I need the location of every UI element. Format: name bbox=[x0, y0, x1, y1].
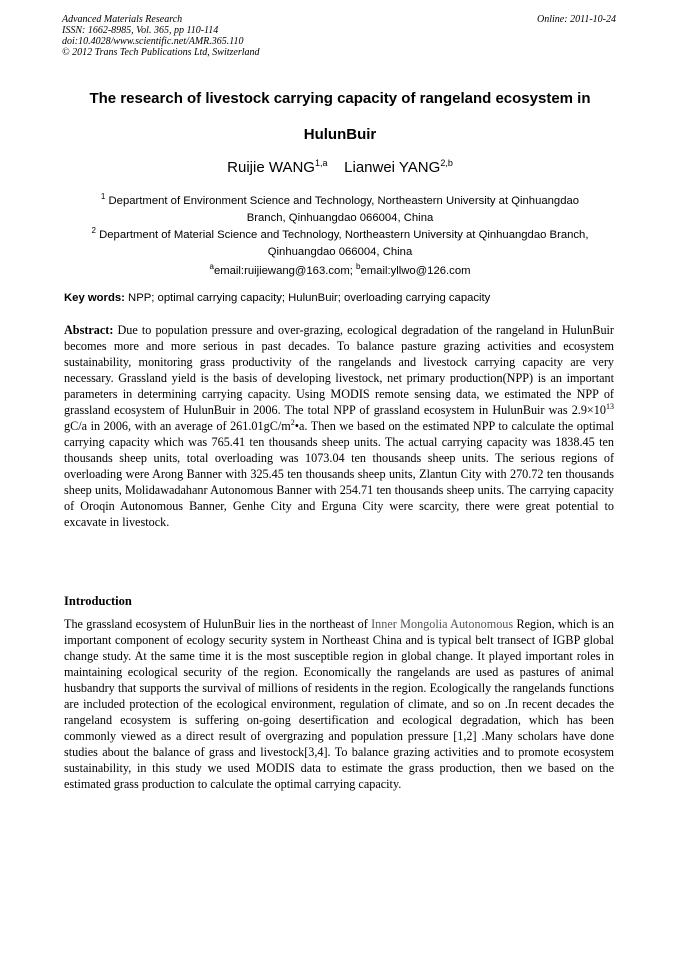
introduction-heading: Introduction bbox=[64, 594, 132, 608]
introduction-text-2: Region, which is an important component of ecology security system in Northeast China and is typical belt transect of IGBP global change study. At the same time it is the most susceptible region in global change. It played important roles in maintaining ecological security of the region. Economically the rangelands are used as pastures of animal husbandry that supports the survival of millions of residents in the region. Ecologically the rangelands functions are included protection of the ecological environment, regulation of climate, and so on .In recent decades the rangeland ecosystem is suffering on-going desertification and ecological degradation, which has been commonly viewed as a direct result of overgrazing and population pressure [1,2] .Many scholars have done studies about the balance of grass and livestock[3,4]. To balance grazing activities and to promote ecosystem sustainability, in this study we used MODIS data to estimate the grass production, then we based on the estimated grass production to calculate the optimal carrying capacity. bbox=[64, 617, 614, 791]
author-2-superscript: 2,b bbox=[440, 158, 453, 168]
abstract-exponent-13: 13 bbox=[606, 401, 614, 411]
paper-title-line-1: The research of livestock carrying capacity of rangeland ecosystem in bbox=[89, 90, 591, 107]
affiliation-2-number: 2 bbox=[91, 226, 96, 235]
copyright-line: © 2012 Trans Tech Publications Ltd, Switzerland bbox=[62, 47, 260, 58]
keywords-label: Key words: bbox=[64, 292, 125, 304]
email-b-superscript: b bbox=[356, 262, 361, 271]
email-b: email:yllwo@126.com bbox=[360, 264, 471, 277]
abstract-text-3: •a. Then we based on the estimated NPP to calculate the optimal carrying capacity which was 765.41 ten thousands sheep units. The actual carrying capacity was 1838.45 ten thousands sheep units, total overloading was 1073.04 ten thousands sheep units. The serious regions of overloading were Arong Banner with 325.45 ten thousands sheep units, Zlantun City with 270.72 ten thousands sheep units, Molidawadahanr Autonomous Banner with 254.71 ten thousands sheep units. The carrying capacity of Oroqin Autonomous Banner, Genhe City and Erguna City were scarcity, there were great potential to excavate in livestock. bbox=[64, 419, 614, 529]
doi-line: doi:10.4028/www.scientific.net/AMR.365.110 bbox=[62, 36, 244, 47]
introduction-paragraph bbox=[64, 616, 614, 792]
journal-header bbox=[62, 14, 616, 58]
abstract-paragraph bbox=[64, 322, 614, 530]
affiliation-2 bbox=[55, 222, 625, 261]
abstract-label: Abstract: bbox=[64, 323, 114, 337]
email-line bbox=[55, 258, 625, 280]
journal-name: Advanced Materials Research bbox=[62, 14, 183, 25]
abstract-exponent-2: 2 bbox=[290, 417, 295, 427]
abstract-text-1: Due to population pressure and over-grazing, ecological degradation of the rangeland in HulunBuir becomes more and more serious in past decades. To balance pasture grazing activities and ecosystem sustainability, monitoring grass productivity of the rangelands and livestock carrying capacity are very necessary. Grassland yield is the basis of developing livestock, net primary production(NPP) is an important parameters in determining carrying capacity. Using MODIS remote sensing data, we estimated the NPP of grassland ecosystem of HulunBuir in 2006. The total NPP of grassland ecosystem in HulunBuir was 2.9×10 bbox=[64, 323, 614, 417]
author-list bbox=[40, 158, 640, 176]
author-2: Lianwei YANG bbox=[344, 159, 441, 176]
abstract-text-2: gC/a in 2006, with an average of 261.01gC/m bbox=[64, 419, 291, 433]
keywords-text: NPP; optimal carrying capacity; HulunBuir; overloading carrying capacity bbox=[124, 292, 491, 304]
author-1-superscript: 1,a bbox=[314, 158, 328, 168]
online-date: Online: 2011-10-24 bbox=[537, 14, 616, 25]
author-1: Ruijie WANG bbox=[227, 159, 315, 176]
email-a: email:ruijiewang@163.com; bbox=[213, 264, 357, 277]
issn-line: ISSN: 1662-8985, Vol. 365, pp 110-114 bbox=[62, 25, 219, 36]
affiliation-2-line-2: Qinhuangdao 066004, China bbox=[267, 245, 413, 258]
paper-title-line-2: HulunBuir bbox=[303, 126, 377, 143]
introduction-text-1: The grassland ecosystem of HulunBuir lies in the northeast of bbox=[64, 617, 372, 631]
affiliation-1-line-2: Branch, Qinhuangdao 066004, China bbox=[246, 211, 434, 224]
email-a-superscript: a bbox=[209, 262, 214, 271]
affiliation-1-line-1: Department of Environment Science and Technology, Northeastern University at Qinhuangdao bbox=[108, 194, 580, 207]
keywords bbox=[64, 292, 624, 304]
introduction-highlight: Inner Mongolia Autonomous bbox=[371, 617, 517, 631]
affiliation-1 bbox=[55, 188, 625, 227]
affiliation-1-number: 1 bbox=[100, 192, 106, 201]
affiliation-2-line-1: Department of Material Science and Technology, Northeastern University at Qinhuangdao Branch, bbox=[99, 228, 589, 241]
